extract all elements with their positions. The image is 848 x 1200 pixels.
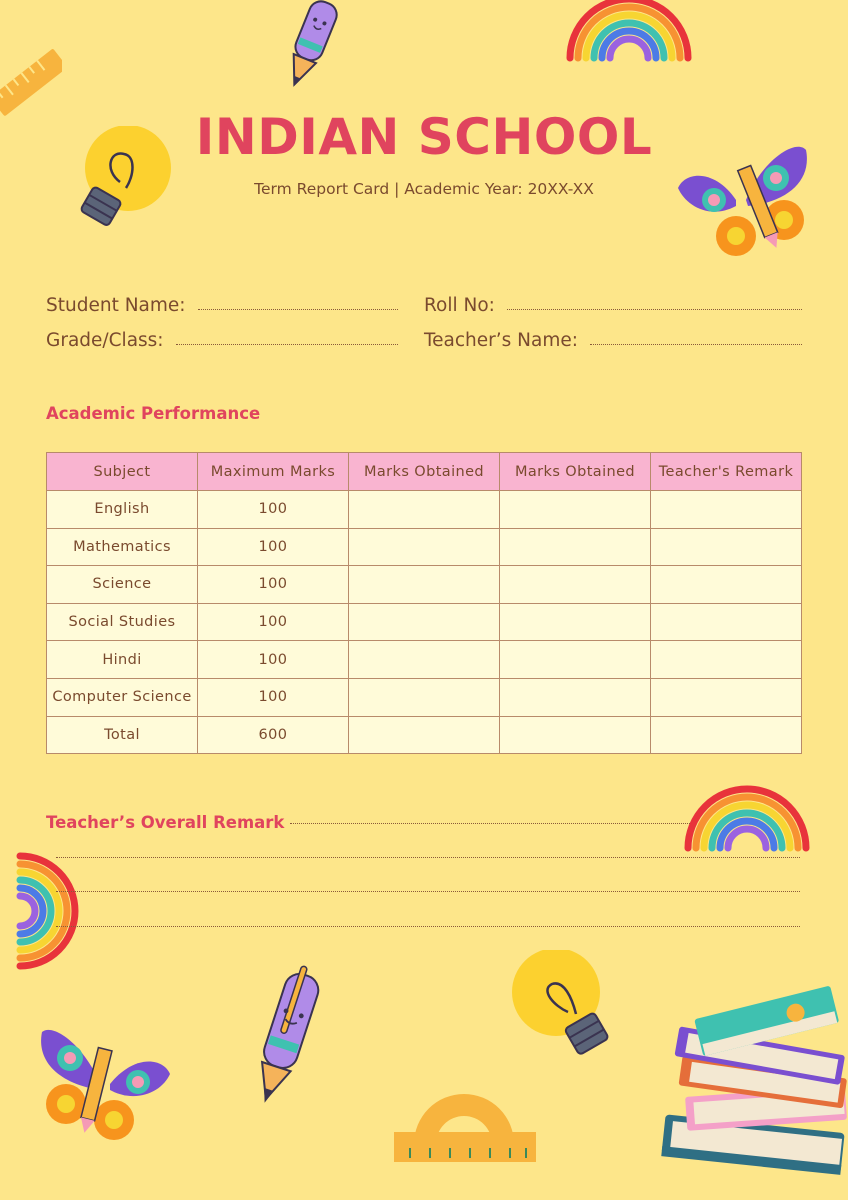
- table-row-total: [47, 716, 802, 754]
- column-header-marks-obtained: Marks Obtained: [349, 453, 500, 491]
- teacher-remark-cell[interactable]: [651, 566, 802, 604]
- marks-obtained-cell[interactable]: [349, 678, 500, 716]
- marks-obtained-cell[interactable]: [500, 641, 651, 679]
- max-marks-cell: 100: [198, 641, 349, 679]
- table-row: [47, 528, 802, 566]
- table-row: [47, 603, 802, 641]
- rainbow-icon: [682, 774, 812, 854]
- max-marks-cell: 600: [198, 716, 349, 754]
- report-subtitle: Term Report Card | Academic Year: 20XX-XX: [254, 180, 594, 198]
- column-header-marks-obtained-2: Marks Obtained: [500, 453, 651, 491]
- rainbow-icon: [0, 850, 84, 972]
- rainbow-icon: [564, 0, 694, 64]
- subject-cell: Social Studies: [47, 603, 198, 641]
- teacher-name-field[interactable]: [424, 325, 802, 351]
- subject-cell: Science: [47, 566, 198, 604]
- max-marks-cell: 100: [198, 678, 349, 716]
- subject-cell: Hindi: [47, 641, 198, 679]
- remark-line[interactable]: [56, 891, 800, 892]
- table-row: [47, 566, 802, 604]
- marks-obtained-cell[interactable]: [500, 716, 651, 754]
- max-marks-cell: 100: [198, 603, 349, 641]
- marks-obtained-cell[interactable]: [349, 716, 500, 754]
- column-header-subject: Subject: [47, 453, 198, 491]
- roll-no-line[interactable]: [507, 309, 802, 310]
- column-header-maximum-marks: Maximum Marks: [198, 453, 349, 491]
- subject-cell: Mathematics: [47, 528, 198, 566]
- marks-obtained-cell[interactable]: [349, 528, 500, 566]
- max-marks-cell: 100: [198, 566, 349, 604]
- marks-obtained-cell[interactable]: [349, 603, 500, 641]
- marks-obtained-cell[interactable]: [349, 566, 500, 604]
- teacher-remark-cell[interactable]: [651, 641, 802, 679]
- marks-obtained-cell[interactable]: [349, 641, 500, 679]
- academic-performance-title: Academic Performance: [46, 404, 261, 423]
- grade-class-field[interactable]: [46, 325, 398, 351]
- table-header-row: [47, 453, 802, 491]
- roll-no-label: Roll No:: [424, 295, 495, 316]
- student-name-line[interactable]: [198, 309, 398, 310]
- teacher-name-label: Teacher’s Name:: [424, 330, 578, 351]
- butterfly-icon: [36, 1022, 174, 1140]
- student-name-field[interactable]: [46, 290, 398, 316]
- pen-icon: [272, 0, 350, 96]
- teacher-remark-cell[interactable]: [651, 716, 802, 754]
- lightbulb-icon: [510, 950, 614, 1060]
- school-title: INDIAN SCHOOL: [195, 108, 653, 166]
- teacher-name-line[interactable]: [590, 344, 802, 345]
- teacher-remark-cell[interactable]: [651, 491, 802, 529]
- overall-remark-title: Teacher’s Overall Remark: [46, 813, 285, 832]
- marks-obtained-cell[interactable]: [500, 678, 651, 716]
- subject-cell: Total: [47, 716, 198, 754]
- grade-class-line[interactable]: [176, 344, 398, 345]
- roll-no-field[interactable]: [424, 290, 802, 316]
- marks-obtained-cell[interactable]: [500, 491, 651, 529]
- books-icon: [656, 984, 848, 1184]
- marks-obtained-cell[interactable]: [349, 491, 500, 529]
- grade-class-label: Grade/Class:: [46, 330, 164, 351]
- teacher-remark-cell[interactable]: [651, 603, 802, 641]
- remark-line[interactable]: [56, 926, 800, 927]
- remark-line[interactable]: [290, 823, 690, 824]
- teacher-remark-cell[interactable]: [651, 528, 802, 566]
- remark-line[interactable]: [56, 857, 800, 858]
- subject-cell: English: [47, 491, 198, 529]
- marks-obtained-cell[interactable]: [500, 566, 651, 604]
- subject-cell: Computer Science: [47, 678, 198, 716]
- table-row: [47, 491, 802, 529]
- max-marks-cell: 100: [198, 528, 349, 566]
- student-name-label: Student Name:: [46, 295, 186, 316]
- marks-obtained-cell[interactable]: [500, 603, 651, 641]
- max-marks-cell: 100: [198, 491, 349, 529]
- academic-performance-table: [46, 452, 802, 754]
- column-header-teacher-remark: Teacher's Remark: [651, 453, 802, 491]
- teacher-remark-cell[interactable]: [651, 678, 802, 716]
- protractor-icon: [392, 1078, 538, 1164]
- table-row: [47, 641, 802, 679]
- marks-obtained-cell[interactable]: [500, 528, 651, 566]
- pen-icon: [240, 962, 330, 1118]
- table-row: [47, 678, 802, 716]
